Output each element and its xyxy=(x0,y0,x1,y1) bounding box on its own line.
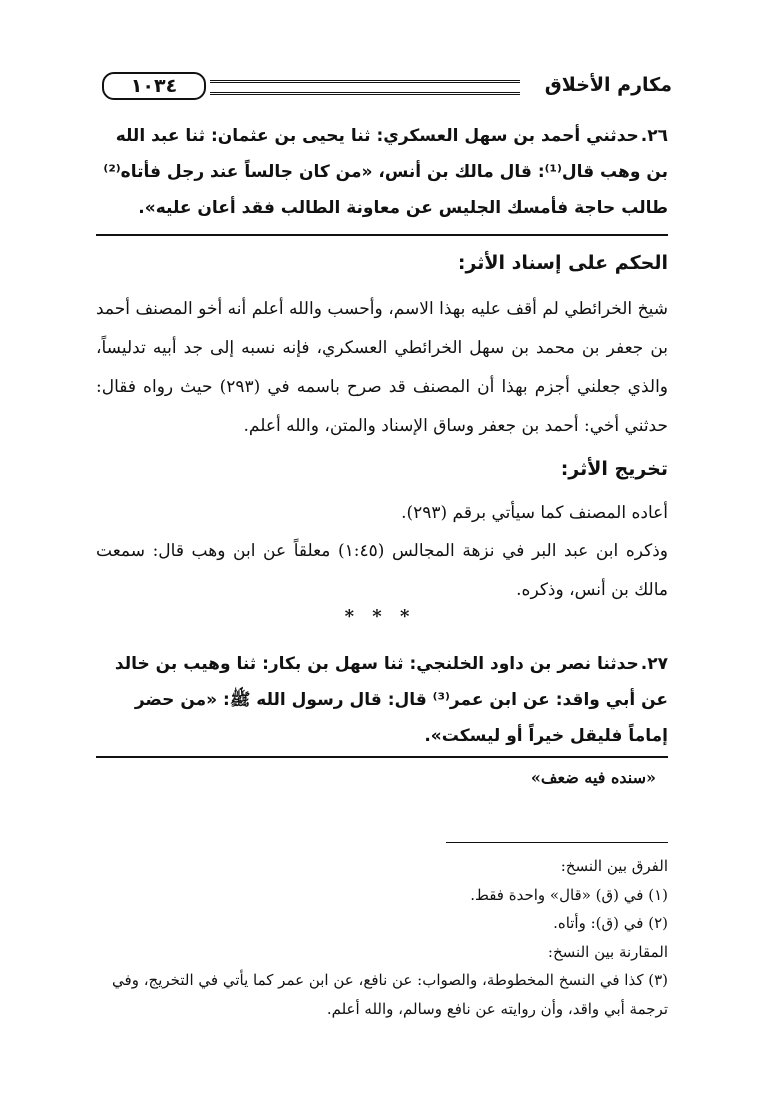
hadith-divider xyxy=(96,756,668,758)
hadith-26 xyxy=(96,118,668,226)
hadith-27-text: حدثنا نصر بن داود الخلنجي: ثنا سهل بن بكار: ثنا وهيب بن خالد عن أبي واقد: عن ابن عمر⁽³⁾ قال: قال رسول الله ﷺ: «من حضر إماماً فليقل خيراً أو ليسكت». xyxy=(114,654,668,746)
footnotes xyxy=(96,852,668,1023)
page-number: ١٠٣٤ xyxy=(102,72,206,100)
header-rule xyxy=(210,80,520,95)
ruling-heading: الحكم على إسناد الأثر: xyxy=(457,252,668,274)
hadith-divider xyxy=(96,234,668,236)
hadith-26-text: حدثني أحمد بن سهل العسكري: ثنا يحيى بن عثمان: ثنا عبد الله بن وهب قال⁽¹⁾: قال مالك بن أنس، «من كان جالساً عند رجل فأتاه⁽²⁾ طالب حاجة فأمسك الجليس عن معاونة الطالب فقد أعان عليه». xyxy=(103,126,668,218)
ruling-text: شيخ الخرائطي لم أقف عليه بهذا الاسم، وأحسب والله أعلم أنه أخو المصنف أحمد بن جعفر بن محمد بن سهل الخرائطي العسكري، فإنه نسبه إلى جد أبيه تدليساً، والذي جعلني أجزم بهذا أن المصنف قد صرح باسمه في (٢٩٣) حيث رواه فقال: حدثني أخي: أحمد بن جعفر وساق الإسناد والمتن، والله أعلم. xyxy=(96,299,668,436)
takhrij-line-1: أعاده المصنف كما سيأتي برقم (٢٩٣). xyxy=(401,503,668,523)
footnote-item: (١) في (ق) «قال» واحدة فقط. xyxy=(470,885,668,904)
footnote-heading: الفرق بين النسخ: xyxy=(560,857,668,875)
hadith-27-ruling: «سنده فيه ضعف» xyxy=(530,768,656,787)
footnote-rule xyxy=(446,842,668,843)
footnote-heading: المقارنة بين النسخ: xyxy=(547,942,668,961)
book-title: مكارم الأخلاق xyxy=(544,74,672,96)
section-separator: * * * xyxy=(344,606,416,627)
hadith-27-number: ٢٧. xyxy=(640,654,668,674)
takhrij-heading: تخريج الأثر: xyxy=(560,458,668,480)
hadith-26-number: ٢٦. xyxy=(640,126,668,146)
footnote-item: (٢) في (ق): وأتاه. xyxy=(553,914,668,932)
running-header xyxy=(92,72,672,106)
footnote-item: (٣) كذا في النسخ المخطوطة، والصواب: عن نافع، عن ابن عمر كما يأتي في التخريج، وفي ترجمة أبي واقد، وأن روايته عن نافع وسالم، والله أعلم. xyxy=(112,971,668,1018)
hadith-27 xyxy=(96,646,668,754)
takhrij-line-2: وذكره ابن عبد البر في نزهة المجالس (١:٤٥) معلقاً عن ابن وهب قال: سمعت مالك بن أنس، وذكره. xyxy=(96,541,668,600)
